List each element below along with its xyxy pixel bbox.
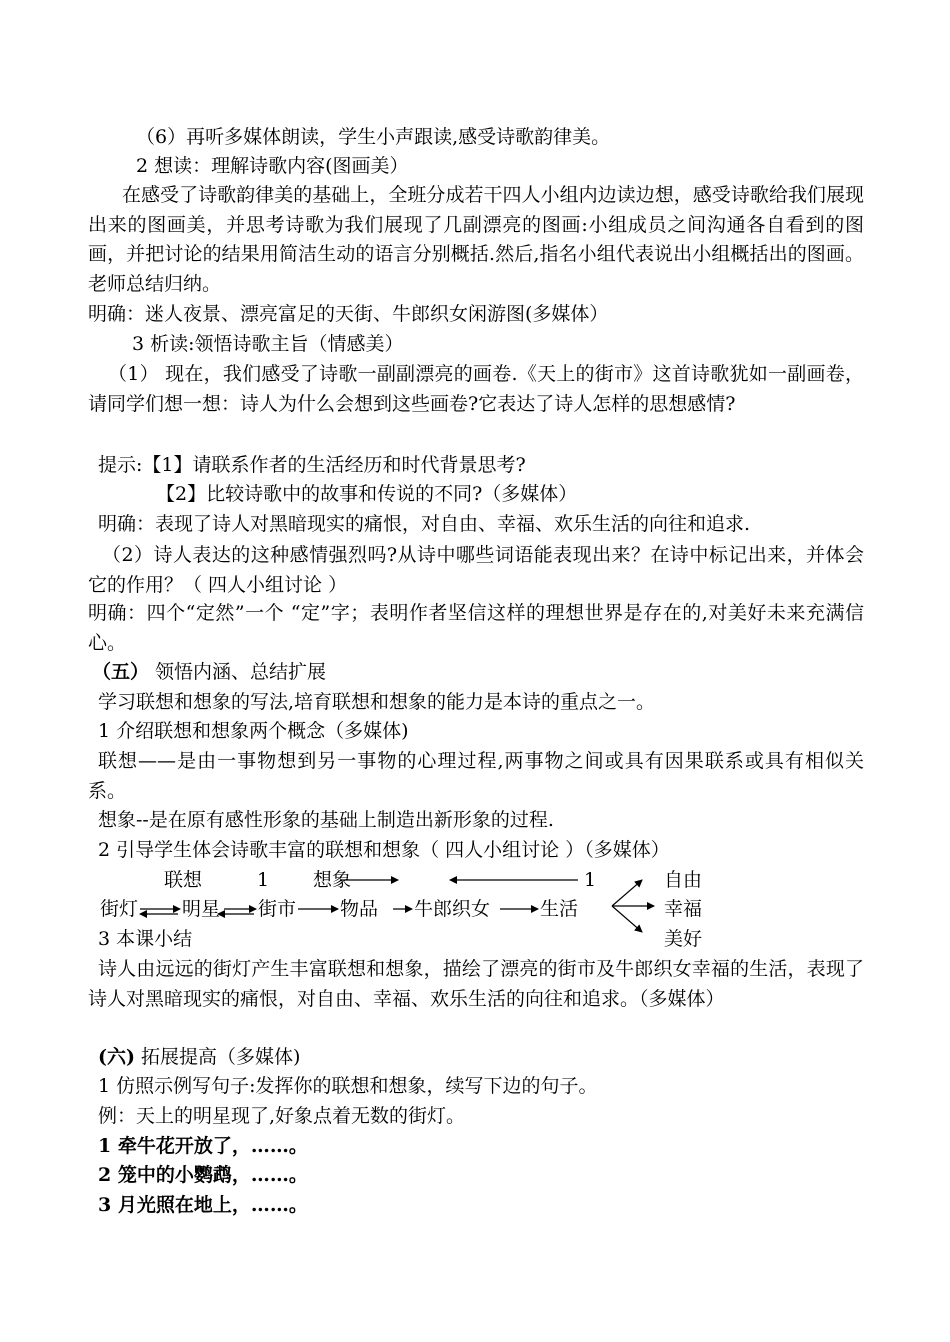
chain-jieshi: 街市: [258, 898, 297, 920]
diagram-label-lianxiang: 联想: [164, 869, 203, 891]
hint-2: 【2】比较诗歌中的故事和传说的不同?（多媒体）: [156, 483, 578, 505]
heading-xiangdu: 2 想读：理解诗歌内容(图画美）: [136, 155, 409, 177]
chain-shenghuo: 生活: [540, 898, 579, 920]
paragraph-group-reading: 在感受了诗歌韵律美的基础上，全班分成若干四人小组内边读边想，感受诗歌给我们展现出来的图画美，并思考诗歌为我们展现了几副漂亮的图画:小组成员之间沟通各自看到的图画，并把讨论的结果用简洁生动的语言分别概括.然后,指名小组代表说出小组概括出的图画。老师总结归纳。: [88, 184, 864, 295]
chain-mingxing: 明星: [182, 898, 221, 920]
mingque-1: 明确：迷人夜景、漂亮富足的天街、牛郎织女闲游图(多媒体）: [88, 303, 609, 325]
exercise-sentence-3: 3 月光照在地上，……。: [98, 1194, 308, 1216]
exercise-example: 例：天上的明星现了,好象点着无数的街灯。: [98, 1105, 466, 1127]
question-2: （2）诗人表达的这种感情强烈吗?从诗中哪些词语能表现出来？在诗中标记出来，并体会它的作用？（ 四人小组讨论 ）: [88, 544, 864, 596]
mingque-3: 明确：四个“定然”一个 “定”字；表明作者坚信这样的理想世界是存在的,对美好未来充满信心。: [88, 602, 864, 654]
chain-niulang-zhinv: 牛郎织女: [414, 898, 491, 920]
definition-lianxiang: 联想——是由一事物想到另一事物的心理过程,两事物之间或具有因果联系或具有相似关系。: [88, 750, 864, 802]
arrow-branch-meihao: [612, 906, 642, 932]
chain-jiedeng: 街灯: [100, 898, 139, 920]
section-6-title: 拓展提高（多媒体): [134, 1046, 301, 1068]
exercise-sentence-2: 2 笼中的小鹦鹉，……。: [98, 1164, 308, 1186]
diagram-branch-xingfu: 幸福: [664, 898, 703, 920]
question-1: （1） 现在，我们感受了诗歌一副副漂亮的画卷.《天上的街市》这首诗歌犹如一副画卷，请同学们想一想：诗人为什么会想到这些画卷?它表达了诗人怎样的思想感情?: [88, 363, 864, 415]
chain-wupin: 物品: [340, 898, 379, 920]
summary-paragraph: 诗人由远远的街灯产生丰富联想和想象，描绘了漂亮的街市及牛郎织女幸福的生活，表现了诗人对黑暗现实的痛恨，对自由、幸福、欢乐生活的向往和追求。（多媒体）: [88, 958, 864, 1010]
section-5-intro: 学习联想和想象的写法,培育联想和想象的能力是本诗的重点之一。: [98, 691, 656, 713]
arrow-branch-ziyou: [612, 880, 642, 906]
exercise-sentence-1: 1 牵牛花开放了，……。: [98, 1135, 308, 1157]
section-5-title: 领悟内涵、总结扩展: [149, 661, 327, 683]
definition-xiangxiang: 想象--是在原有感性形象的基础上制造出新形象的过程.: [98, 809, 554, 831]
section-6-number: (六): [98, 1046, 135, 1068]
diagram-branch-meihao: 美好: [664, 928, 703, 950]
item-1-concepts: 1 介绍联想和想象两个概念（多媒体): [98, 720, 409, 742]
heading-xidu: 3 析读:领悟诗歌主旨（情感美）: [132, 333, 404, 355]
section-5-number: （五）: [92, 661, 150, 683]
mingque-2: 明确：表现了诗人对黑暗现实的痛恨，对自由、幸福、欢乐生活的向往和追求.: [98, 513, 751, 535]
exercise-instruction: 1 仿照示例写句子:发挥你的联想和想象，续写下边的句子。: [98, 1075, 598, 1097]
diagram-number-2: 1: [584, 869, 597, 891]
item-2-guide: 2 引导学生体会诗歌丰富的联想和想象（ 四人小组讨论 ）（多媒体）: [98, 839, 670, 861]
hint-1: 提示:【1】请联系作者的生活经历和时代背景思考?: [98, 454, 526, 476]
step-6-line: （6）再听多媒体朗读，学生小声跟读,感受诗歌韵律美。: [136, 126, 611, 148]
diagram-branch-ziyou: 自由: [664, 869, 703, 891]
diagram-number-1: 1: [257, 869, 270, 891]
section-6-heading: [98, 1044, 300, 1070]
diagram-label-xiangxiang: 想象: [313, 869, 352, 891]
item-3-summary: 3 本课小结: [98, 928, 193, 950]
